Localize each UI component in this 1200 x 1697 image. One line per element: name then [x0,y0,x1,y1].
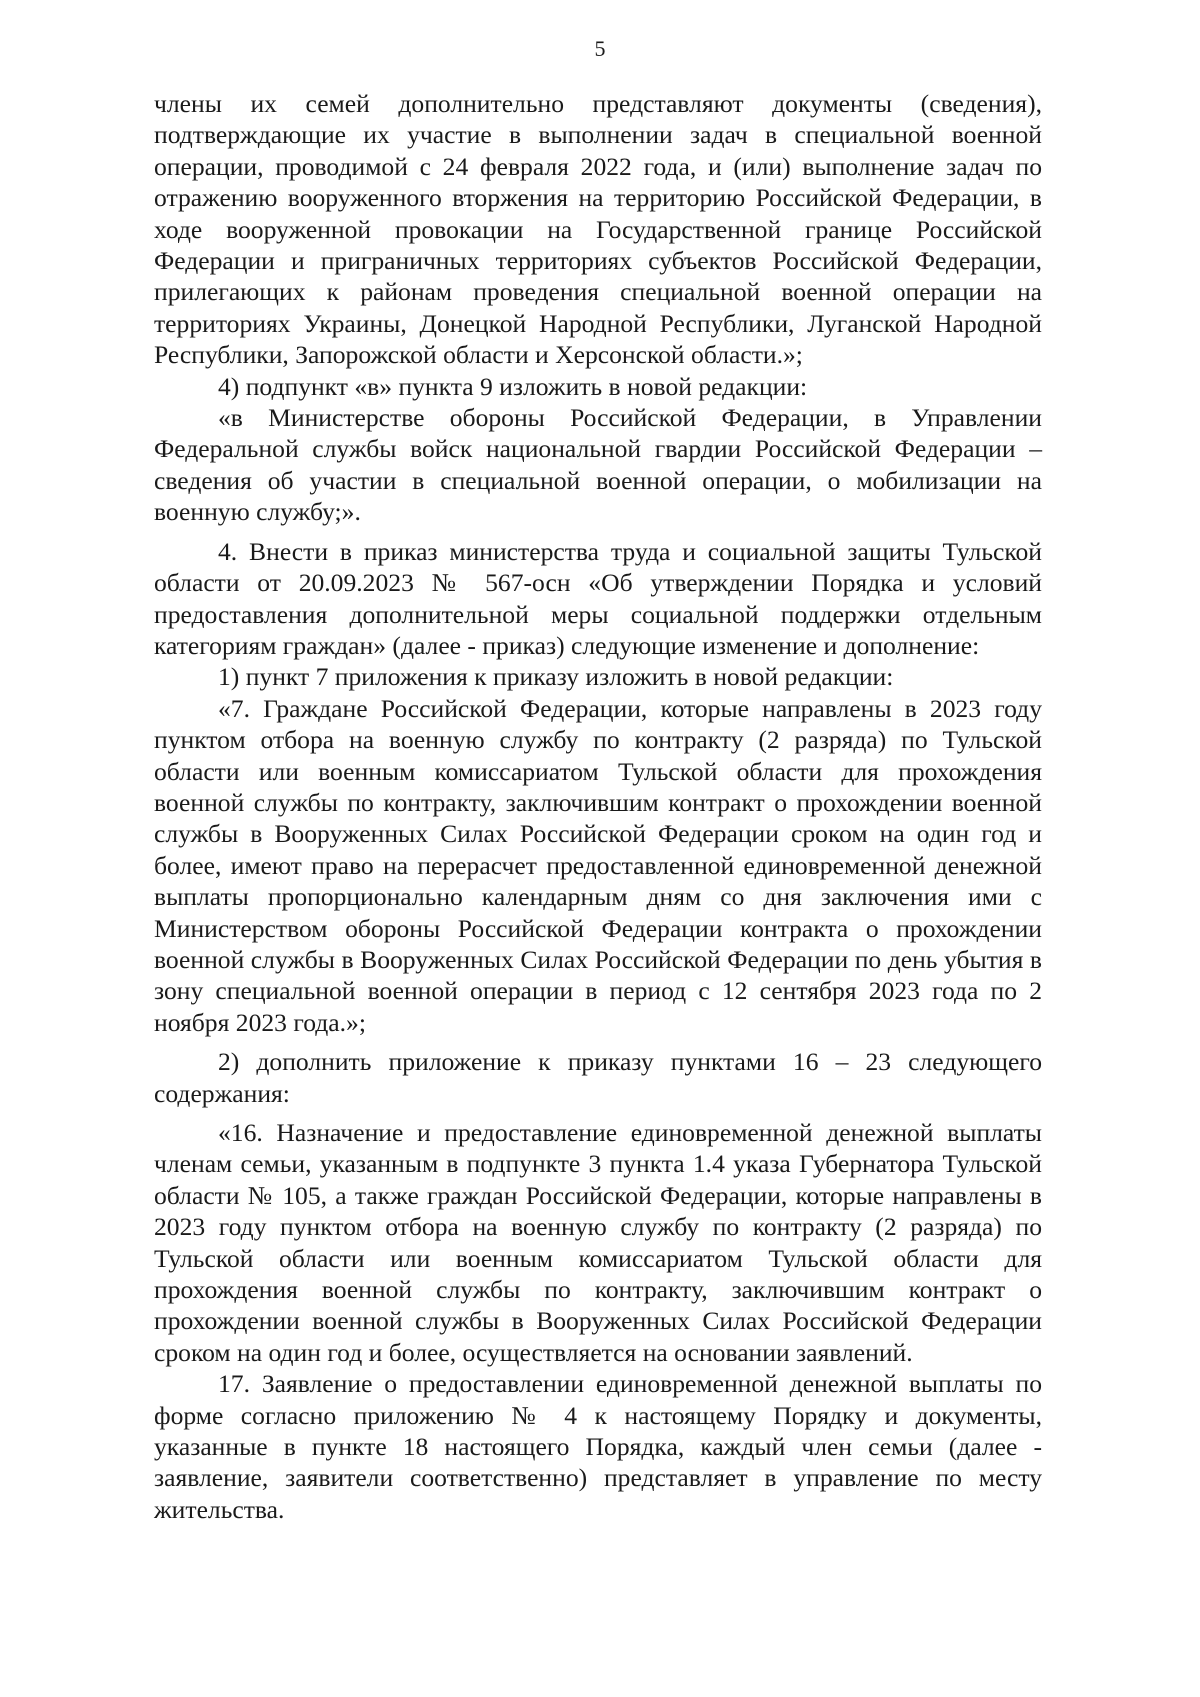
paragraph-quote-7: «7. Граждане Российской Федерации, которые направлены в 2023 году пунктом отбора на военную службу по контракту (2 разряда) по Тульской области или военным комиссариатом Тульской области для прохождения военной службы по контракту, заключившим контракт о прохождении военной службы в Вооруженных Силах Российской Федерации сроком на один год и более, имеют право на перерасчет предоставленной единовременной денежной выплаты пропорционально календарным дням со дня заключения ими с Министерством обороны Российской Федерации контракта о прохождении военной службы в Вооруженных Силах Российской Федерации по день убытия в зону специальной военной операции в период с 12 сентября 2023 года по 2 ноября 2023 года.»; [154,693,1042,1037]
paragraph-continuation: члены их семей дополнительно представляют документы (сведения), подтверждающие их участие в выполнении задач в специальной военной операции, проводимой с 24 февраля 2022 года, и (или) выполнение задач по отражению вооруженного вторжения на территорию Российской Федерации, в ходе вооруженной провокации на Государственной границе Российской Федерации и приграничных территориях субъектов Российской Федерации, прилегающих к районам проведения специальной военной операции на территориях Украины, Донецкой Народной Республики, Луганской Народной Республики, Запорожской области и Херсонской области.»; [154,89,1042,370]
paragraph-subitem-1: 1) пункт 7 приложения к приказу изложить в новой редакции: [218,662,894,692]
paragraph-item-17: 17. Заявление о предоставлении единовременной денежной выплаты по форме согласно приложению № 4 к настоящему Порядку и документы, указанные в пункте 18 настоящего Порядка, каждый член семьи (далее - заявление, заявители соответственно) представляет в управление по месту жительства. [154,1369,1042,1524]
paragraph-subitem-2: 2) дополнить приложение к приказу пунктами 16 – 23 следующего содержания: [154,1047,1042,1108]
paragraph-quote-v: «в Министерстве обороны Российской Федерации, в Управлении Федеральной службы войск национальной гвардии Российской Федерации – сведения об участии в специальной военной операции, о мобилизации на военную службу;». [154,403,1042,527]
paragraph-item-4: 4. Внести в приказ министерства труда и социальной защиты Тульской области от 20.09.2023 № 567-осн «Об утверждении Порядка и условий предоставления дополнительной меры социальной поддержки отдельным категориям граждан» (далее - приказ) следующие изменение и дополнение: [154,536,1042,660]
paragraph-subitem-4: 4) подпункт «в» пункта 9 изложить в новой редакции: [218,371,808,401]
paragraph-quote-16: «16. Назначение и предоставление единовременной денежной выплаты членам семьи, указанным в подпункте 3 пункта 1.4 указа Губернатора Тульской области № 105, а также граждан Российской Федерации, которые направлены в 2023 году пунктом отбора на военную службу по контракту (2 разряда) по Тульской области или военным комиссариатом Тульской области для прохождения военной службы по контракту, заключившим контракт о прохождении военной службы в Вооруженных Силах Российской Федерации сроком на один год и более, осуществляется на основании заявлений. [154,1118,1042,1367]
page-number: 5 [594,36,606,61]
document-body [154,88,1042,1525]
